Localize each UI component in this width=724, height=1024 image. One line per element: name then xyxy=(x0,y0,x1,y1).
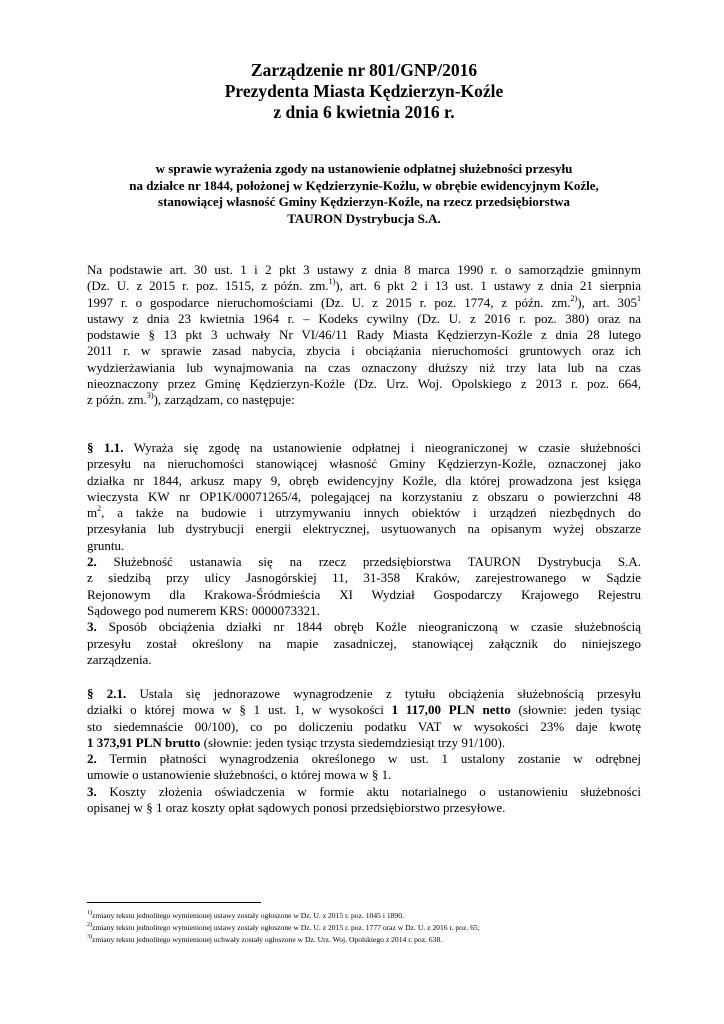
point-number: 2. xyxy=(87,554,97,570)
paragraph-line: gruntu. xyxy=(87,537,125,553)
paragraph-line: umowie o ustanowienie służebności, o której mowa w § 1. xyxy=(87,767,392,783)
paragraph-line: § 1.1. Wyraża się zgodę na ustanowienie odpłatnej i nieograniczonej w czasie służebności xyxy=(87,440,642,455)
footnote-text: zmiany tekstu jednolitego wymienionej ustawy zostały ogłoszone w Dz. U. z 2015 r. poz. 1045 i 1890. xyxy=(92,911,404,920)
paragraph-line: opisanej w § 1 oraz koszty opłat sądowych ponosi przedsiębiorstwo przesyłowe. xyxy=(87,800,506,816)
section-number: § 1.1. xyxy=(87,440,124,455)
footnotes xyxy=(87,910,647,946)
paragraph-line: Sądowego pod numerem KRS: 0000073321. xyxy=(87,602,320,618)
paragraph-line: 3. Sposób obciążenia działki nr 1844 obręb Koźle nieograniczoną w czasie służebnością xyxy=(87,619,641,635)
footnote-ref: 1) xyxy=(328,277,336,287)
section-2 xyxy=(87,686,641,816)
document-subject xyxy=(87,161,641,227)
footnote-marker: 2) xyxy=(87,922,92,928)
preamble-line: wydzierżawiania lub wynajmowania na czas oznaczony dłuższy niż trzy lata lub na czas xyxy=(87,359,641,375)
section-number: § 2.1. xyxy=(87,686,127,701)
paragraph-line: działki o której mowa w § 1 ust. 1, w wysokości 1 117,00 PLN netto (słownie: jeden tysiąc xyxy=(87,702,641,718)
paragraph-line: przesyłu na nieruchomości stanowiącej własność Gminy Kędzierzyn-Koźle, oznaczonej jako xyxy=(87,456,641,472)
preamble-line: z późn. zm.$^{3)}$), zarządzam, co następuje: xyxy=(87,391,295,408)
paragraph-line: 3. Koszty złożenia oświadczenia w formie aktu notarialnego o ustanowieniu służebności xyxy=(87,783,641,799)
superscript: 1 xyxy=(637,293,641,303)
paragraph-line: działka nr 1844, arkusz mapy 9, obręb ewidencyjny Koźle, dla której prowadzona jest księga xyxy=(87,472,641,488)
document-title xyxy=(87,60,641,123)
amount-net: 1 117,00 PLN netto xyxy=(391,702,511,718)
preamble-line: 1997 r. o gospodarce nieruchomościami (Dz. U. z 2015 r. poz. 1774, z późn. zm.$^{2)}$), art. $305^1$ xyxy=(87,293,641,310)
footnote xyxy=(87,910,647,922)
footnote-text: zmiany tekstu jednolitego wymienionej uchwały zostały ogłoszone w Dz. Urz. Woj. Opolskiego z 2014 r. poz. 638. xyxy=(92,935,443,944)
title-line: z dnia 6 kwietnia 2016 r. xyxy=(273,102,455,122)
subject-line: w sprawie wyrażenia zgody na ustanowienie odpłatnej służebności przesyłu xyxy=(155,161,573,176)
paragraph-line: § 2.1. Ustala się jednorazowe wynagrodzenie z tytułu obciążenia służebnością przesyłu xyxy=(87,686,641,701)
point-number: 3. xyxy=(87,619,97,635)
paragraph-line: wieczysta KW nr OP1K/00071265/4, polegającej na korzystaniu z obszaru o powierzchni 48 xyxy=(87,488,641,504)
paragraph-line: 2. Służebność ustanawia się na rzecz przedsiębiorstwa TAURON Dystrybucja S.A. xyxy=(87,554,641,570)
preamble-line: podstawie § 13 pkt 3 uchwały Nr VI/46/11 Rady Miasta Kędzierzyn-Koźle z dnia 28 lutego xyxy=(87,327,641,343)
preamble-line: Na podstawie art. 30 ust. 1 i 2 pkt 3 ustawy z dnia 8 marca 1990 r. o samorządzie gminnym xyxy=(87,262,641,277)
paragraph-line: 1 373,91 PLN brutto (słownie: jeden tysiąc trzysta siedemdziesiąt trzy 91/100). xyxy=(87,734,506,750)
paragraph-line: przesyłania lub dystrybucji energii elektrycznej, usytuowanych na opisanym wyżej obszarze xyxy=(87,521,641,537)
footnote-marker: 1) xyxy=(87,910,92,916)
title-line: Zarządzenie nr 801/GNP/2016 xyxy=(250,60,478,80)
paragraph-line: zarządzenia. xyxy=(87,651,152,667)
title-line: Prezydenta Miasta Kędzierzyn-Koźle xyxy=(224,81,504,101)
preamble xyxy=(87,262,641,409)
paragraph-line: z siedzibą przy ulicy Jasnogórskiej 11, 31-358 Kraków, zarejestrowanego w Sądzie xyxy=(87,570,641,586)
footnote-ref: 3) xyxy=(146,391,154,401)
point-number: 3. xyxy=(87,783,97,799)
paragraph-line: 2. Termin płatności wynagrodzenia określonego w ust. 1 ustalony zostanie w odrębnej xyxy=(87,751,641,767)
subject-line: TAURON Dystrybucja S.A. xyxy=(287,210,441,226)
footnote-marker: 3) xyxy=(87,934,92,940)
amount-gross: 1 373,91 PLN brutto xyxy=(87,734,201,750)
preamble-line: (Dz. U. z 2015 r. poz. 1515, z późn. zm.$^{1)}$), art. 6 pkt 2 i 13 ust. 1 ustawy z dnia 21 sierpnia xyxy=(87,277,641,294)
footnote-ref: 2) xyxy=(570,293,578,303)
preamble-line: nieoznaczony przez Gminę Kędzierzyn-Koźle (Dz. Urz. Woj. Opolskiego z 2013 r. poz. 664, xyxy=(87,376,641,392)
footnote-text: zmiany tekstu jednolitego wymienionej ustawy zostały ogłoszone w Dz. U. z 2015 r. poz. 1777 oraz w Dz. U. z 2016 r. poz. 65; xyxy=(92,923,480,932)
subject-line: na działce nr 1844, położonej w Kędzierzynie-Koźlu, w obrębie ewidencyjnym Koźle, xyxy=(129,177,599,193)
point-number: 2. xyxy=(87,751,97,767)
subject-line: stanowiącej własność Gminy Kędzierzyn-Koźle, na rzecz przedsiębiorstwa xyxy=(158,194,570,209)
section-1 xyxy=(87,440,641,668)
paragraph-line: $m^2$, a także na budowie i utrzymywaniu innych obiektów i urządzeń niezbędnych do xyxy=(87,504,641,521)
superscript: 2 xyxy=(97,504,102,514)
paragraph-line: przesyłu został określony na mapie zasadniczej, stanowiącej załącznik do niniejszego xyxy=(87,635,641,651)
preamble-line: 2011 r. w sprawie zasad nabycia, zbycia i obciążania nieruchomości gruntowych oraz ich xyxy=(87,343,641,359)
footnote-divider xyxy=(87,902,261,903)
footnote xyxy=(87,934,647,946)
footnote xyxy=(87,922,647,934)
paragraph-line: sto siedemnaście 00/100), co po doliczeniu podatku VAT w wysokości 23% daje kwotę xyxy=(87,718,641,734)
paragraph-line: Rejonowym dla Krakowa-Śródmieścia XI Wydział Gospodarczy Krajowego Rejestru xyxy=(87,586,641,602)
preamble-line: ustawy z dnia 23 kwietnia 1964 r. – Kodeks cywilny (Dz. U. z 2016 r. poz. 380) oraz na xyxy=(87,310,641,326)
